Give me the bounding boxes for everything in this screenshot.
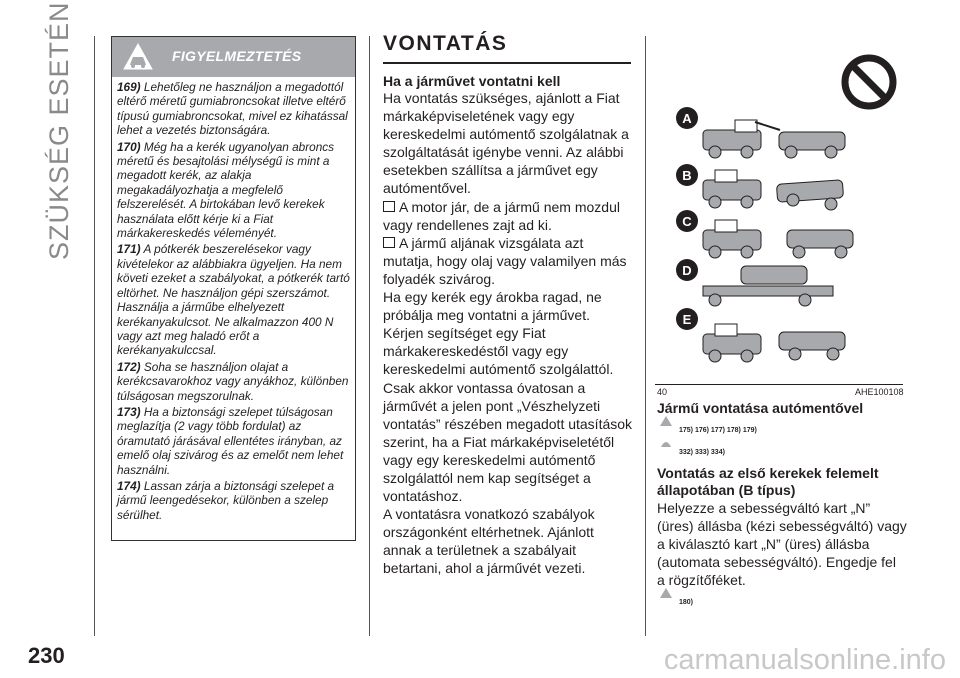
column-divider [369,36,370,636]
section-rule [383,62,631,64]
warning-triangle-icon [659,587,673,599]
section-title: VONTATÁS [383,32,508,55]
subheading: Vontatás az első kerekek felemelt állapotában (B típus) [657,465,879,498]
paragraph: Helyezze a sebességváltó kart „N” (üres) állásba (kézi sebességváltó) vagy a kiválasztó kart „N” (üres) állásba (automata sebességváltó). Engedje fel a rögzítőféket. [657,500,907,589]
warning-refs: 180) [657,593,907,611]
warning-title: FIGYELMEZTETÉS [172,48,302,64]
label-e [676,308,698,330]
warning-box [111,36,356,541]
towing-types-figure [655,36,903,383]
warning-item: 170) Még ha a kerék ugyanolyan abroncs méretű és besajtolási mélységű is mint a megadott kerék, az alakja megakadályozhatja a megfelelő felszerelését. A birtokában levő kerekek használata előtt kérje ki a Fiat márkakereskedés véleményét. [117,139,335,241]
watermark: carmanualsonline.info [663,644,946,676]
paragraph: A vontatásra vonatkozó szabályok országonként eltérhetnek. Ajánlott annak a területnek a szabályait betartani, ahol a járművét vezeti. [383,506,595,577]
warning-item: 172) Soha se használjon olajat a kerékcsavarokhoz vagy anyákhoz, különben túlságosan megszorulnak. [117,359,349,403]
warning-list [112,77,355,522]
page-number: 230 [28,643,65,668]
warning-item: 174) Lassan zárja a biztonsági szelepet a jármű leengedésekor, különben a szelep sérülhet. [117,478,335,522]
subheading: Ha a járművet vontatni kell [383,73,561,89]
subheading: Jármű vontatása autómentővel [657,400,864,416]
svg-text:C: C [682,214,692,229]
paragraph: Ha vontatás szükséges, ajánlott a Fiat márkaképviseletének vagy egy kereskedelmi autómentő szolgálatnak a szolgáltatását igénybe venni. Az alábbi esetekben szállítsa a járművet egy autómentővel. [383,90,629,197]
warning-item: 169) Lehetőleg ne használjon a megadottól eltérő méretű gumiabroncsokat illetve eltérő típusú gumiabroncsokat, mivel ez kihatással lehet a vezetés biztonságára. [117,80,348,138]
bullet-item: A motor jár, de a jármű nem mozdul vagy rendellenes zajt ad ki. [383,198,620,233]
tow-truck-section [657,400,907,615]
column-divider [645,36,646,636]
figure-code: AHE100108 [855,387,904,397]
svg-text:A: A [682,111,692,126]
label-d [676,259,698,281]
warning-header [112,37,355,77]
tow-type-c-illustration [703,220,853,258]
warning-triangle-icon [659,415,673,427]
tow-type-b-illustration [703,170,844,210]
car-warning-icon [122,42,154,72]
paragraph: Csak akkor vontassa óvatosan a járművét a jelen pont „Vészhelyzeti vontatás” részében megadott utasítások szerint, ha a Fiat márkaképviseletétől vagy egy kereskedelmi autómentő szolgálattól nem kap segítséget a vontatáshoz. [383,379,633,505]
checkbox-bullet-icon [383,237,395,248]
bullet-item: A jármű aljának vizsgálata azt mutatja, hogy olaj vagy valamilyen más folyadék szivárog. [383,234,627,287]
chapter-side-title: SZÜKSÉG ESETÉN [44,1,74,260]
warning-item: 171) A pótkerék beszerelésekor vagy kivételekor az alábbiakra ügyeljen. Ha nem követi ezeket a szabályokat, a pótkerék tartó eltörhet. Ne használjon gépi szerszámot. Használja a járműbe elhelyezett kerékanyakulcsot. Ne alkalmazzon 400 N vagy azt meg haladó erőt a kerékanyakulccsal. [117,242,350,358]
label-c [676,210,698,232]
column-divider [94,36,95,636]
figure-rule [655,384,903,385]
checkbox-bullet-icon [383,201,395,212]
svg-text:B: B [682,168,692,183]
label-b [676,164,698,186]
tow-type-e-illustration [703,324,845,362]
warning-item: 173) Ha a biztonsági szelepet túlságosan meglazítja (2 vagy több fordulat) az óramutató járásával ellentétes irányban, az emelő olaj szivárog és az emelőt nem lehet használni. [117,404,344,477]
towing-section [383,32,633,578]
figure-number: 40 [657,387,668,397]
tow-type-a-illustration [703,120,845,158]
warning-refs: 175) 176) 177) 178) 179) [657,421,907,439]
prohibited-icon [845,58,893,106]
caution-refs: 332) 333) 334) [657,443,907,461]
paragraph: Ha egy kerék egy árokba ragad, ne próbálja meg vontatni a járművet. Kérjen segítséget egy Fiat márkakereskedéstől vagy egy kereskedelmi autómentő szolgálattól. [383,289,614,378]
svg-text:D: D [682,263,692,278]
label-a [676,107,698,129]
svg-text:E: E [682,312,692,327]
caution-icon [659,437,673,449]
tow-type-d-illustration [703,266,833,306]
